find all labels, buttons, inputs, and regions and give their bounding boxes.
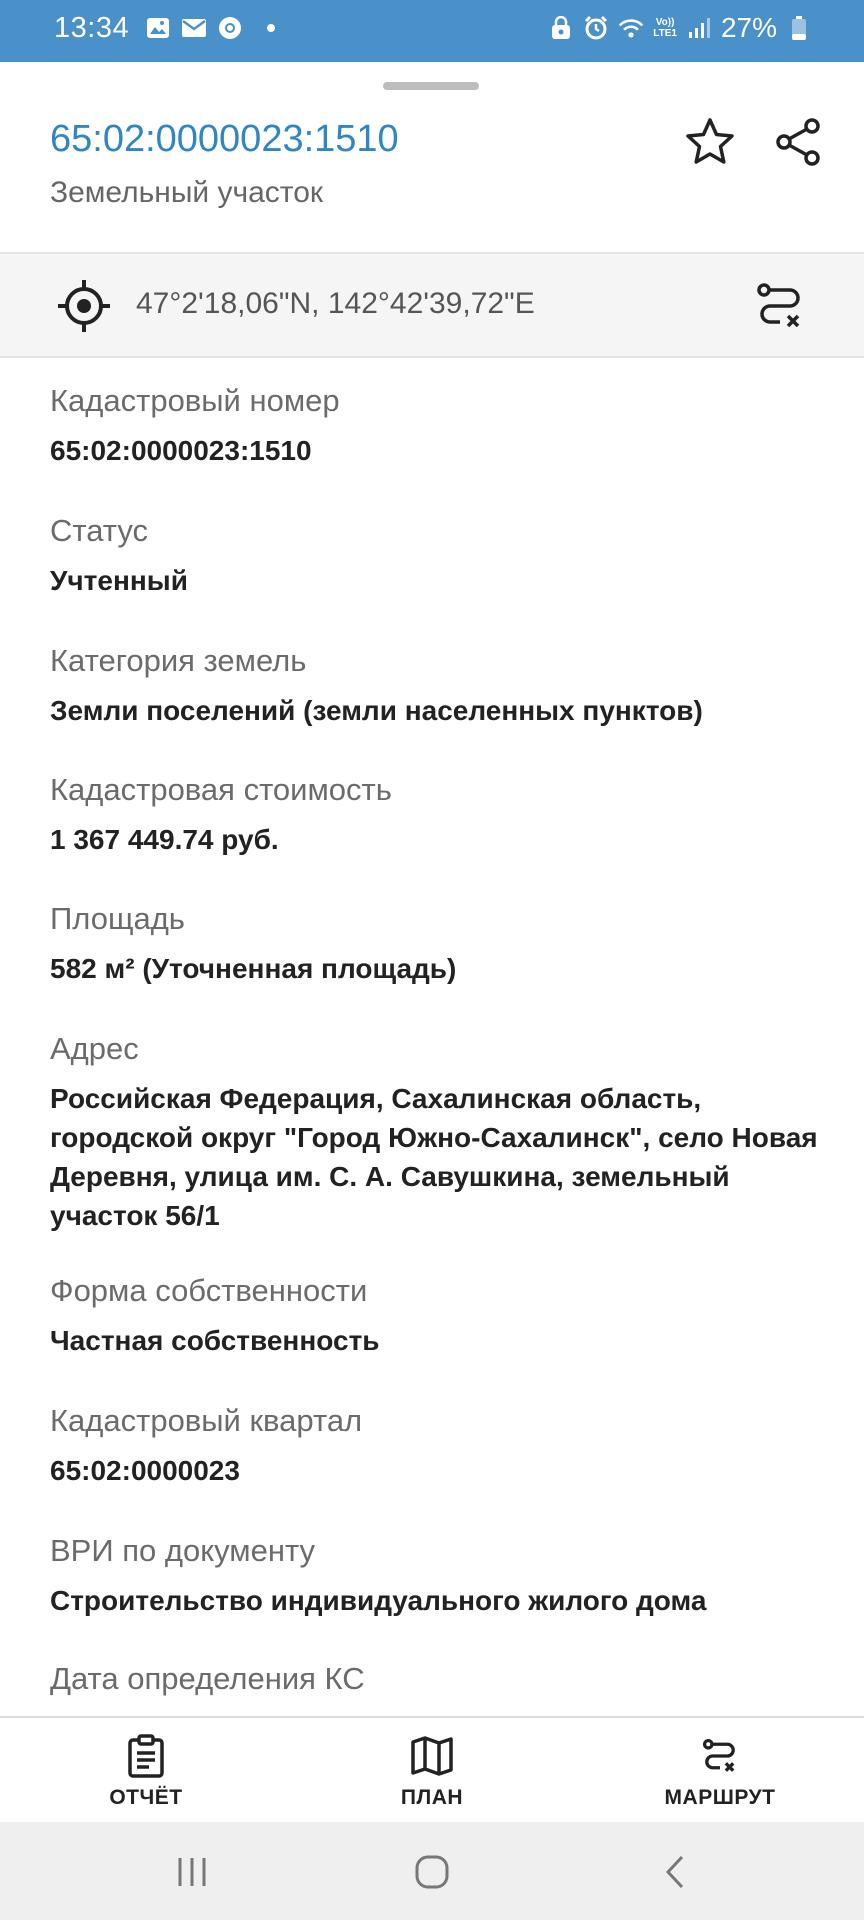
field-value: Учтенный — [50, 565, 188, 596]
field-ownership — [50, 1270, 830, 1400]
share-button[interactable] — [768, 112, 828, 172]
field-status — [50, 510, 830, 640]
field-value: 582 м² (Уточненная площадь) — [50, 953, 457, 984]
favorite-button[interactable] — [680, 112, 740, 172]
field-value: Российская Федерация, Сахалинская область, городской округ "Город Южно-Сахалинск", село Новая Деревня, улица им. С. А. Савушкина, земельный участок 56/1 — [50, 1083, 818, 1231]
signal-icon — [686, 15, 712, 41]
lock-alarm-icon — [548, 15, 574, 41]
field-permitted-use — [50, 1530, 830, 1658]
back-icon — [661, 1854, 691, 1890]
field-value: Земли поселений (земли населенных пунктов) — [50, 695, 703, 726]
lte-indicator — [653, 17, 677, 39]
field-value: Частная собственность — [50, 1325, 380, 1356]
field-land-category — [50, 640, 830, 769]
field-label: ВРИ по документу — [50, 1533, 315, 1568]
coordinates-divider — [0, 356, 864, 358]
home-icon — [414, 1854, 450, 1890]
nav-plan[interactable] — [380, 1732, 484, 1810]
field-label: Категория земель — [50, 643, 307, 678]
back-button[interactable] — [654, 1850, 698, 1894]
bottom-navigation — [0, 1716, 864, 1822]
field-area — [50, 898, 830, 1028]
notification-icons — [145, 15, 275, 41]
field-value: 1 367 449.74 руб. — [50, 824, 279, 855]
field-label: Статус — [50, 513, 148, 548]
field-label: Кадастровая стоимость — [50, 772, 392, 807]
system-navigation-bar — [0, 1822, 864, 1920]
field-label: Форма собственности — [50, 1273, 368, 1308]
crosshair-icon — [54, 276, 114, 336]
system-indicators — [548, 12, 812, 44]
coordinates-text[interactable]: 47°2'18,06"N, 142°42'39,72"E — [136, 287, 535, 320]
field-valuation-date — [50, 1658, 830, 1718]
property-details — [50, 380, 830, 1718]
nav-plan-label: ПЛАН — [400, 1786, 464, 1809]
recent-apps-icon — [174, 1856, 210, 1888]
field-label: Кадастровый номер — [50, 383, 340, 418]
field-cadastral-block — [50, 1400, 830, 1530]
nav-report[interactable] — [94, 1732, 198, 1810]
battery-percent: 27% — [720, 12, 777, 43]
alarm-icon — [583, 15, 609, 41]
field-value: Строительство индивидуального жилого дома — [50, 1585, 707, 1616]
chrome-icon — [217, 15, 243, 41]
more-notifications-dot — [267, 24, 275, 32]
field-address — [50, 1028, 830, 1270]
recent-apps-button[interactable] — [170, 1850, 214, 1894]
nav-report-label: ОТЧЁТ — [109, 1786, 183, 1809]
volte-label: Vo)) — [655, 17, 675, 28]
coordinates-row — [0, 254, 864, 358]
home-button[interactable] — [410, 1850, 454, 1894]
page-subtitle: Земельный участок — [50, 176, 324, 209]
field-label: Дата определения КС — [50, 1661, 365, 1696]
route-icon — [696, 1732, 744, 1780]
sheet-drag-handle[interactable] — [383, 82, 479, 90]
field-value: 65:02:0000023:1510 — [50, 435, 312, 466]
status-time: 13:34 — [54, 12, 130, 44]
map-icon — [408, 1732, 456, 1780]
share-icon — [772, 116, 824, 168]
page-title: 65:02:0000023:1510 — [50, 118, 399, 160]
wifi-icon — [618, 15, 644, 41]
gallery-icon — [145, 15, 171, 41]
star-icon — [684, 117, 736, 167]
mail-icon — [181, 15, 207, 41]
battery-icon — [786, 15, 812, 41]
field-cadastral-value — [50, 769, 830, 898]
lte-label: LTE1 — [653, 28, 677, 39]
field-value: 65:02:0000023 — [50, 1455, 240, 1486]
report-icon — [122, 1732, 170, 1780]
nav-route-label: МАРШРУТ — [664, 1786, 776, 1809]
nav-route[interactable] — [652, 1732, 788, 1810]
field-cadastral-number — [50, 380, 830, 510]
field-label: Кадастровый квартал — [50, 1403, 363, 1438]
status-bar — [0, 0, 864, 62]
field-label: Площадь — [50, 901, 185, 936]
locate-button[interactable] — [54, 276, 114, 336]
route-icon — [750, 276, 810, 336]
route-button[interactable] — [750, 276, 810, 336]
field-label: Адрес — [50, 1031, 139, 1066]
